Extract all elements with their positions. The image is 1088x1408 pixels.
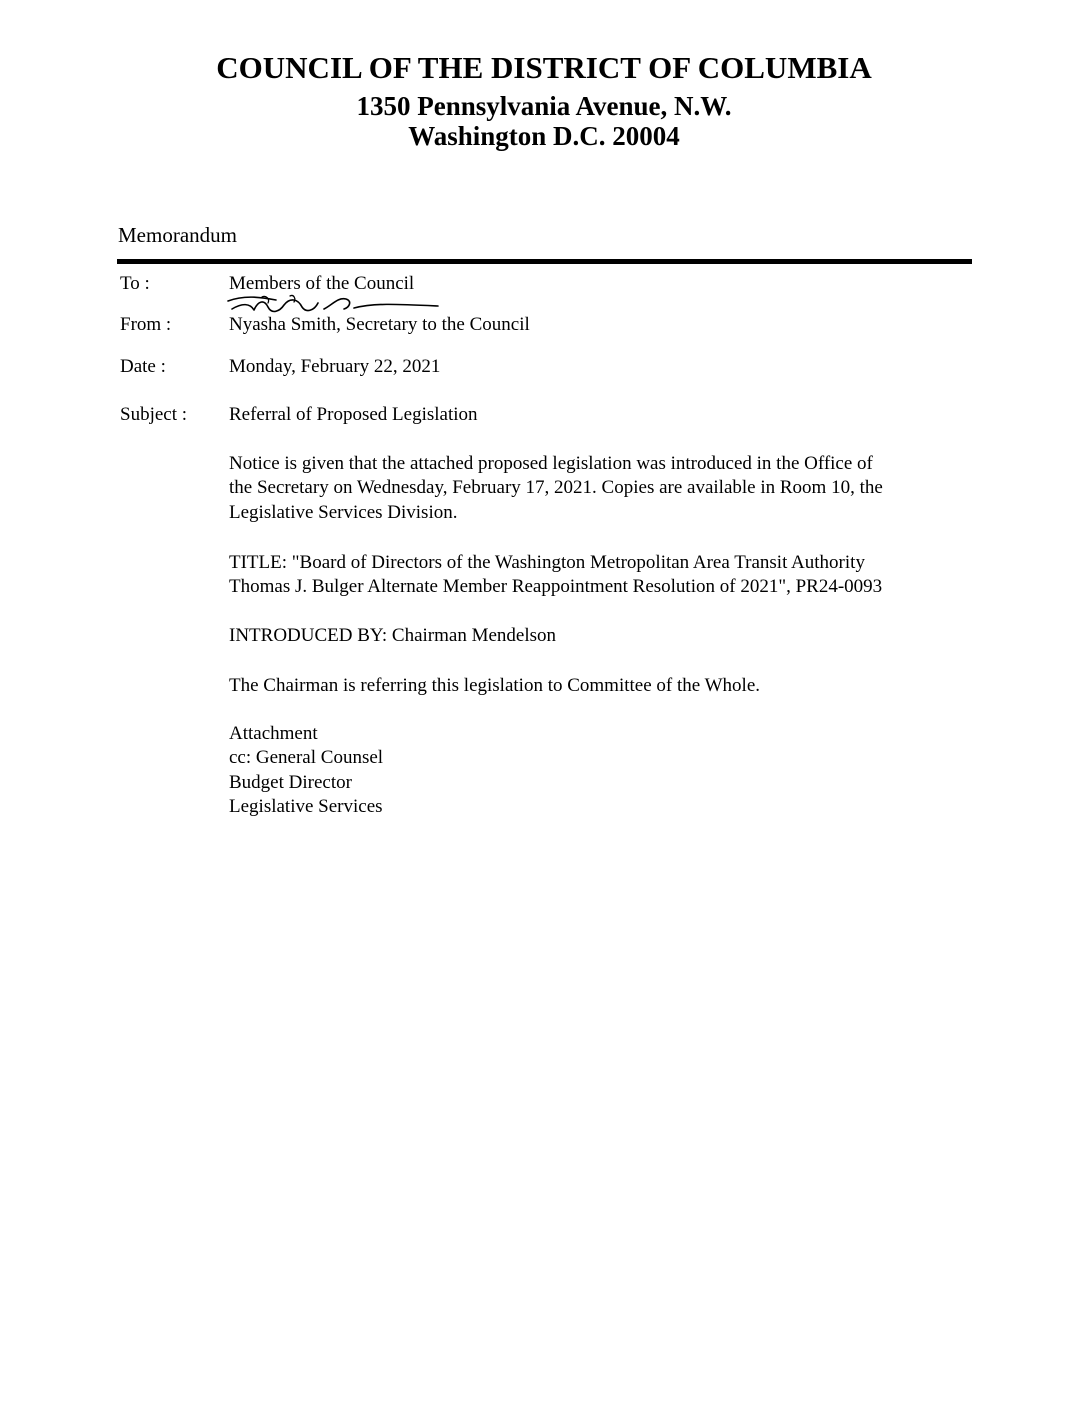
to-value: Members of the Council bbox=[229, 273, 415, 294]
from-label: From : bbox=[120, 314, 172, 335]
cc-line: Legislative Services bbox=[229, 796, 383, 817]
attachment-note: Attachment bbox=[229, 723, 318, 744]
cc-line: Budget Director bbox=[229, 772, 352, 793]
legislation-title-line: Thomas J. Bulger Alternate Member Reappointment Resolution of 2021", PR24-0093 bbox=[229, 576, 883, 597]
legislation-title-line: TITLE: "Board of Directors of the Washington Metropolitan Area Transit Authority bbox=[229, 552, 865, 573]
heading-divider bbox=[117, 259, 972, 264]
notice-line: the Secretary on Wednesday, February 17, 2021. Copies are available in Room 10, the bbox=[229, 477, 883, 498]
cc-line: cc: General Counsel bbox=[229, 747, 384, 768]
from-value: Nyasha Smith, Secretary to the Council bbox=[229, 314, 530, 335]
to-label: To : bbox=[120, 273, 150, 294]
memo-heading: Memorandum bbox=[118, 223, 237, 247]
subject-value: Referral of Proposed Legislation bbox=[229, 404, 478, 425]
notice-line: Legislative Services Division. bbox=[229, 502, 458, 523]
street-address: 1350 Pennsylvania Avenue, N.W. bbox=[356, 91, 732, 121]
notice-line: Notice is given that the attached proposed legislation was introduced in the Office of bbox=[229, 453, 873, 474]
date-label: Date : bbox=[120, 356, 166, 377]
referral-statement: The Chairman is referring this legislation to Committee of the Whole. bbox=[229, 675, 760, 696]
subject-label: Subject : bbox=[120, 404, 188, 425]
introduced-by: INTRODUCED BY: Chairman Mendelson bbox=[229, 625, 557, 646]
organization-name: COUNCIL OF THE DISTRICT OF COLUMBIA bbox=[216, 50, 872, 85]
date-value: Monday, February 22, 2021 bbox=[229, 356, 441, 377]
city-address: Washington D.C. 20004 bbox=[408, 121, 680, 151]
